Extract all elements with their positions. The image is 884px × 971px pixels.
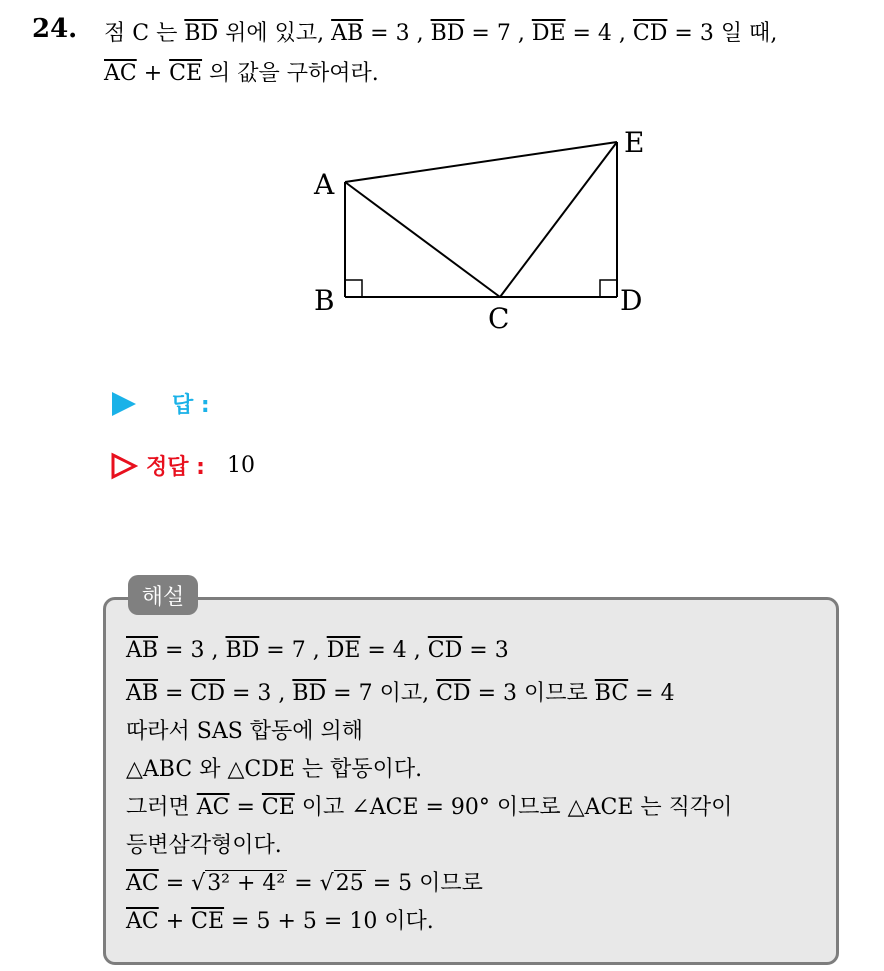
txt: 이고 ∠ACE = 90° 이므로 △ACE 는 직각이 [294,795,733,820]
q-text: = 3 , [363,21,431,46]
correct-answer-label: 정답 : [146,455,205,480]
txt: = 3 [462,638,509,663]
question-number: 24. [32,14,78,44]
txt: = 7 이고, [326,681,437,706]
radicand: 25 [335,871,364,896]
seg: $\overline{CD}$ [427,638,463,663]
segment-bd: $\overline{BD}$ [184,21,219,46]
solution-line-7 [126,866,483,897]
sqrt-expression: √25 [319,871,364,896]
q-text: 점 C 는 [104,21,185,46]
q-text: = 4 , [565,21,633,46]
question-line-2 [104,56,379,87]
solution-tab [128,575,198,615]
seg: $\overline{BD}$ [225,638,260,663]
point-label-c: C [488,302,510,335]
sqrt-expression: √3² + 4² [191,871,286,896]
solution-line-6: 등변삼각형이다. [126,833,282,858]
segment-cd: $\overline{CD}$ [632,21,668,46]
point-label-d: D [620,284,643,317]
point-label-b: B [314,284,335,317]
solution-tab-label: 해설 [141,584,185,610]
q-text: = 3 일 때, [667,21,778,46]
txt: = 5 이므로 [365,871,483,896]
q-text: 의 값을 구하여라. [202,61,379,86]
point-label-e: E [624,126,645,159]
seg: $\overline{CD}$ [436,681,471,706]
q-text: = 7 , [464,21,532,46]
seg: $\overline{AC}$ [126,909,159,934]
txt: = 7 , [259,638,327,663]
txt: = [158,681,191,706]
txt: = 3 , [158,638,226,663]
seg: $\overline{AC}$ [196,795,230,820]
answer-row [110,388,210,419]
seg: $\overline{CD}$ [190,681,225,706]
txt: + [158,909,192,934]
seg: $\overline{AB}$ [126,681,159,706]
solution-line-3: 따라서 SAS 합동에 의해 [126,719,364,744]
seg: $\overline{BC}$ [594,681,629,706]
solution-line-4: △ABC 와 △CDE 는 합동이다. [126,757,423,782]
segment-ab: $\overline{AB}$ [331,21,364,46]
txt: = 3 , [224,681,293,706]
txt: = 4 [628,681,675,706]
point-label-a: A [314,168,335,201]
txt: = 5 + 5 = 10 이다. [224,909,434,934]
segment-ac-line [345,182,500,297]
q-text: + [136,61,170,86]
seg: $\overline{AC}$ [126,871,159,896]
solution-line-5 [126,790,732,821]
segment-bd: $\overline{BD}$ [430,21,465,46]
segment-ce: $\overline{CE}$ [169,61,203,86]
q-text: 위에 있고, [218,21,332,46]
seg: $\overline{AB}$ [126,638,159,663]
play-outline-icon [110,452,138,480]
txt: = 3 이므로 [470,681,595,706]
seg: $\overline{BD}$ [292,681,327,706]
solution-line-1 [126,638,509,663]
question-line-1 [104,16,777,47]
txt: = [158,871,192,896]
txt: = [287,871,320,896]
geometry-figure [300,120,680,340]
segment-de: $\overline{DE}$ [531,21,566,46]
correct-answer-row [110,450,255,481]
right-angle-mark-d [600,280,617,297]
radicand: 3² + 4² [207,871,286,896]
segment-ce-line [500,142,617,297]
seg: $\overline{CE}$ [261,795,295,820]
segment-ae-line [345,142,617,182]
txt: = [229,795,262,820]
play-icon [110,390,138,418]
seg: $\overline{CE}$ [191,909,225,934]
solution-line-8 [126,904,434,935]
correct-answer-value: 10 [226,453,255,478]
txt: 그러면 [126,795,197,820]
right-angle-mark-b [345,280,362,297]
seg: $\overline{DE}$ [326,638,361,663]
answer-label: 답 : [172,393,210,418]
segment-ac: $\overline{AC}$ [104,61,137,86]
solution-line-2 [126,676,675,707]
txt: = 4 , [360,638,428,663]
